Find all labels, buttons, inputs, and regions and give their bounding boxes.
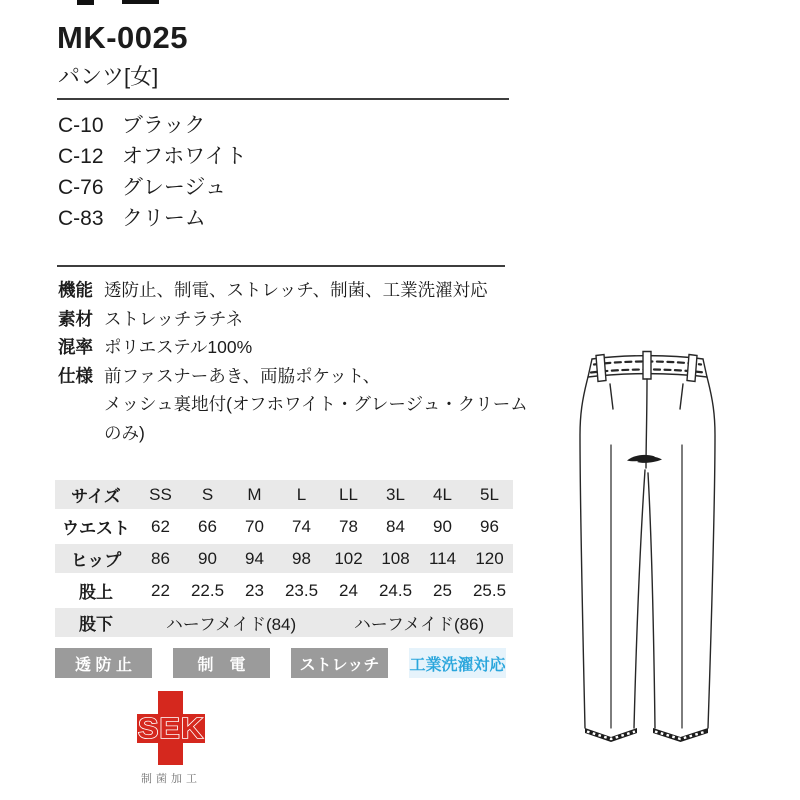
pants-center-seam [646,379,647,468]
table-cell-span: ハーフメイド(86) [325,608,513,637]
table-cell-span: ハーフメイド(84) [137,608,325,637]
table-cell: 4L [419,480,466,509]
spec-value: 透防止、制電、ストレッチ、制菌、工業洗濯対応 [104,280,488,300]
pants-right-outer-seam [707,377,715,728]
pants-belt-loop [687,355,697,382]
sek-caption: 制菌加工 [141,773,201,785]
table-cell: 23.5 [284,580,319,600]
table-cell: 108 [372,544,419,573]
sek-certification-mark [128,684,223,794]
table-cell: 90 [184,544,231,573]
table-cell: 22.5 [190,580,225,600]
product-model-number: MK-0025 [57,20,188,55]
color-code: C-10 [58,114,104,137]
table-cell: 78 [339,516,358,536]
color-code: C-12 [58,145,104,168]
badge-industrial-wash: 工業洗濯対応 [409,648,506,678]
row-label: 股下 [55,608,137,637]
color-option [58,141,247,172]
color-list [58,110,247,234]
pants-right-dart [680,384,683,409]
pants-belt-loop [596,355,606,382]
spec-label: 機能 [58,280,93,300]
badge-anti-static: 制 電 [173,648,270,678]
color-name: グレージュ [121,176,227,199]
table-cell: L [278,480,325,509]
color-option [58,203,247,234]
divider-line [57,265,505,267]
row-label: サイズ [55,480,137,509]
table-cell: M [231,480,278,509]
color-option [58,110,247,141]
spec-blend [58,333,528,362]
color-code: C-83 [58,207,104,230]
table-cell: 25 [433,580,452,600]
badge-stretch: ストレッチ [291,648,388,678]
table-cell: 24.5 [378,580,413,600]
sek-letters: SEK [138,713,204,745]
table-row-inseam [55,608,513,637]
table-cell: 98 [278,544,325,573]
cropped-glyph-fragment [77,0,94,5]
table-row-size [55,480,513,509]
table-cell: SS [137,480,184,509]
pants-left-outer-seam [580,377,588,728]
table-cell: 25.5 [472,580,507,600]
color-name: クリーム [121,207,206,230]
table-cell: 96 [480,516,499,536]
spec-value: ストレッチラチネ [104,308,244,329]
table-cell: 86 [137,544,184,573]
table-cell: 22 [151,580,170,600]
feature-badges [55,648,506,678]
table-cell: 23 [245,580,264,600]
table-cell: 24 [339,580,358,600]
spec-detail-continued: メッシュ裏地付(オフホワイト・グレージュ・クリーム [104,394,528,414]
table-cell: 90 [433,516,452,536]
pants-hem-trim [585,728,708,742]
table-cell: 62 [151,516,170,536]
pants-line-drawing [530,320,800,790]
pants-drawstring-detail [627,455,662,463]
table-cell: 94 [231,544,278,573]
pants-right-inner-seam [648,473,655,728]
table-cell: 70 [245,516,264,536]
row-label: ウエスト [62,519,130,538]
color-name: ブラック [121,114,206,137]
color-code: C-76 [58,176,104,199]
table-cell: 84 [386,516,405,536]
product-category: パンツ[女] [58,64,159,89]
table-row-waist [55,512,513,541]
spec-material [58,305,528,334]
cropped-glyph-fragment [122,0,159,4]
size-table [55,477,513,640]
table-cell: 66 [198,516,217,536]
badge-see-through-proof: 透 防 止 [55,648,152,678]
table-cell: 3L [372,480,419,509]
divider-line [57,98,509,100]
table-cell: 5L [466,480,513,509]
table-row-hip [55,544,513,573]
pants-belt-loop [643,352,651,380]
spec-value: ポリエステル100% [104,337,253,357]
pants-left-dart [610,384,613,409]
table-cell: 102 [325,544,372,573]
color-name: オフホワイト [121,145,247,168]
table-cell: 114 [419,544,466,573]
spec-label: 素材 [58,308,93,329]
table-cell: 120 [466,544,513,573]
pants-left-inner-seam [634,470,645,728]
spec-detail [58,362,528,391]
table-cell: LL [325,480,372,509]
table-cell: S [184,480,231,509]
spec-block [58,276,528,447]
spec-label: 仕様 [58,365,93,386]
spec-label: 混率 [58,337,93,357]
color-option [58,172,247,203]
table-cell: 74 [292,516,311,536]
row-label: ヒップ [55,544,137,573]
spec-detail-continued: のみ) [104,422,145,443]
row-label: 股上 [79,583,113,602]
spec-function [58,276,528,305]
table-row-rise [55,576,513,605]
spec-value: 前ファスナーあき、両脇ポケット、 [104,365,381,386]
